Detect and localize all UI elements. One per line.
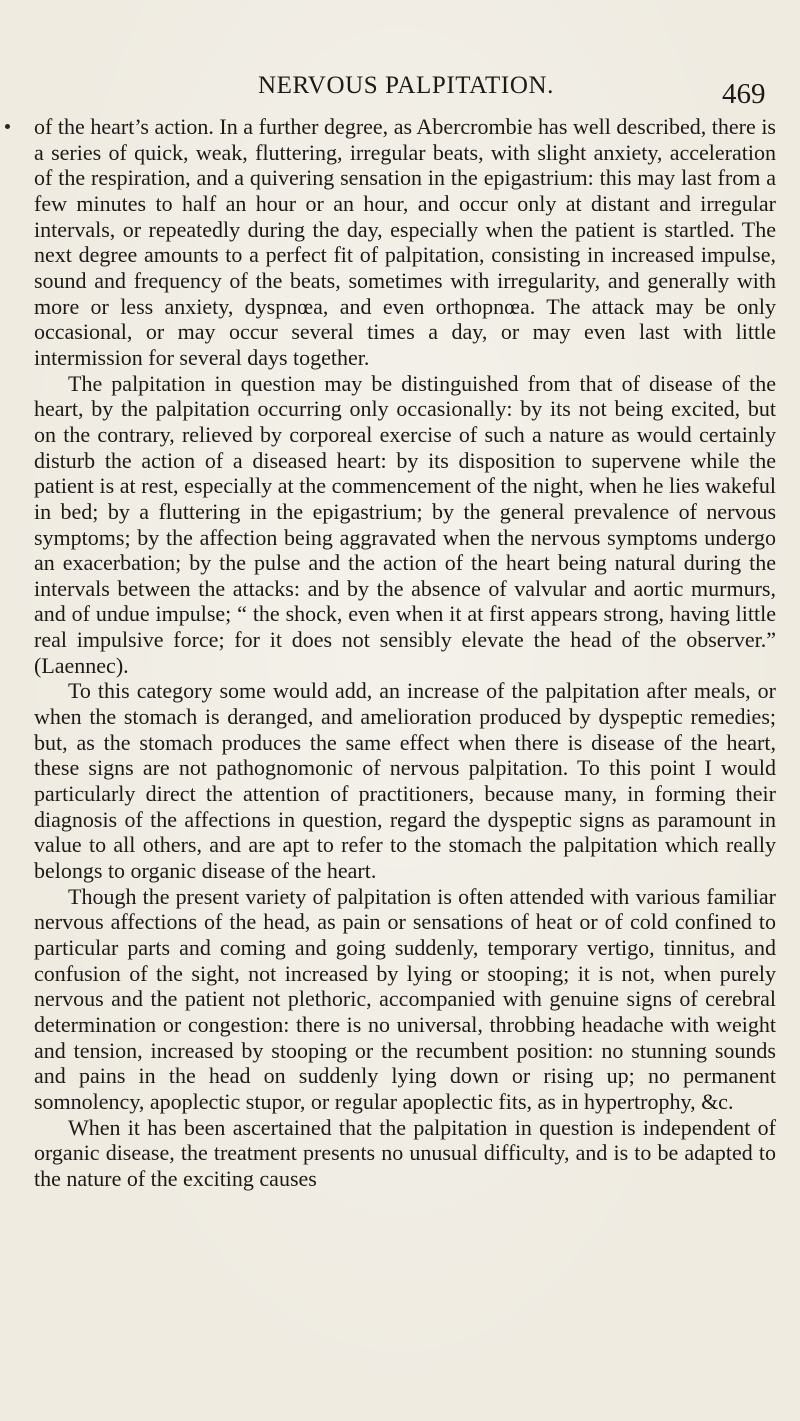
body-text	[34, 114, 776, 1192]
paragraph-dyspeptic-signs: To this category some would add, an increase of the palpitation after meals, or when the stomach is deranged, and amelioration produced by dyspeptic remedies; but, as the stomach produces the same effect when there is disease of the heart, these signs are not pathognomonic of nervous palpitation. To this point I would particularly direct the attention of practitioners, because many, in forming their diagnosis of the affections in question, regard the dyspeptic signs as paramount in value to all others, and are apt to refer to the stomach the palpitation which really belongs to organic disease of the heart.	[34, 678, 776, 884]
running-header	[0, 72, 800, 108]
margin-ink-mark	[5, 124, 10, 129]
paragraph-head-affections: Though the present variety of palpitation is often attended with various familiar nervous affections of the head, as pain or sensations of heat or of cold confined to particular parts and coming and going suddenly, temporary vertigo, tinnitus, and confusion of the sight, not increased by lying or stooping; it is not, when purely nervous and the patient not plethoric, accompanied with genuine signs of cerebral determination or congestion: there is no universal, throbbing headache with weight and tension, increased by stooping or the recumbent position: no stunning sounds and pains in the head on suddenly lying down or rising up; no permanent somnolency, apoplectic stupor, or regular apoplectic fits, as in hypertrophy, &c.	[34, 883, 776, 1114]
running-title: NERVOUS PALPITATION.	[258, 72, 554, 99]
paragraph-diagnosis: The palpitation in question may be distinguished from that of disease of the heart, by the palpitation occurring only occasionally: by its not being excited, but on the contrary, relieved by corporeal exercise of such a nature as would certainly disturb the action of a diseased heart: by its disposition to supervene while the patient is at rest, especially at the commencement of the night, when he lies wakeful in bed; by a fluttering in the epigastrium; by the general prevalence of nervous symptoms; by the affection being aggravated when the nervous symptoms undergo an exacerbation; by the pulse and the action of the heart being natural during the intervals between the attacks: and by the absence of valvular and aortic murmurs, and of undue impulse; “ the shock, even when it at first appears strong, having little real impulsive force; for it does not sensibly elevate the head of the observer.” (Laennec).	[34, 370, 776, 678]
page-number: 469	[722, 78, 766, 110]
paragraph-continuation: of the heart’s action. In a further degree, as Abercrombie has well described, there is a series of quick, weak, fluttering, irregular beats, with slight anxiety, acceleration of the respiration, and a quivering sensation in the epigastrium: this may last from a few minutes to half an hour or an hour, and occur only at distant and irregular intervals, or repeatedly during the day, especially when the patient is startled. The next degree amounts to a perfect fit of palpitation, consisting in increased impulse, sound and frequency of the beats, sometimes with irregularity, and generally with more or less anxiety, dyspnœa, and even orthopnœa. The attack may be only occasional, or may occur several times a day, or may even last with little intermission for several days together.	[34, 114, 776, 370]
paragraph-treatment: When it has been ascertained that the palpitation in question is independent of organic disease, the treatment presents no unusual difficulty, and is to be adapted to the nature of the exciting causes	[34, 1114, 776, 1191]
